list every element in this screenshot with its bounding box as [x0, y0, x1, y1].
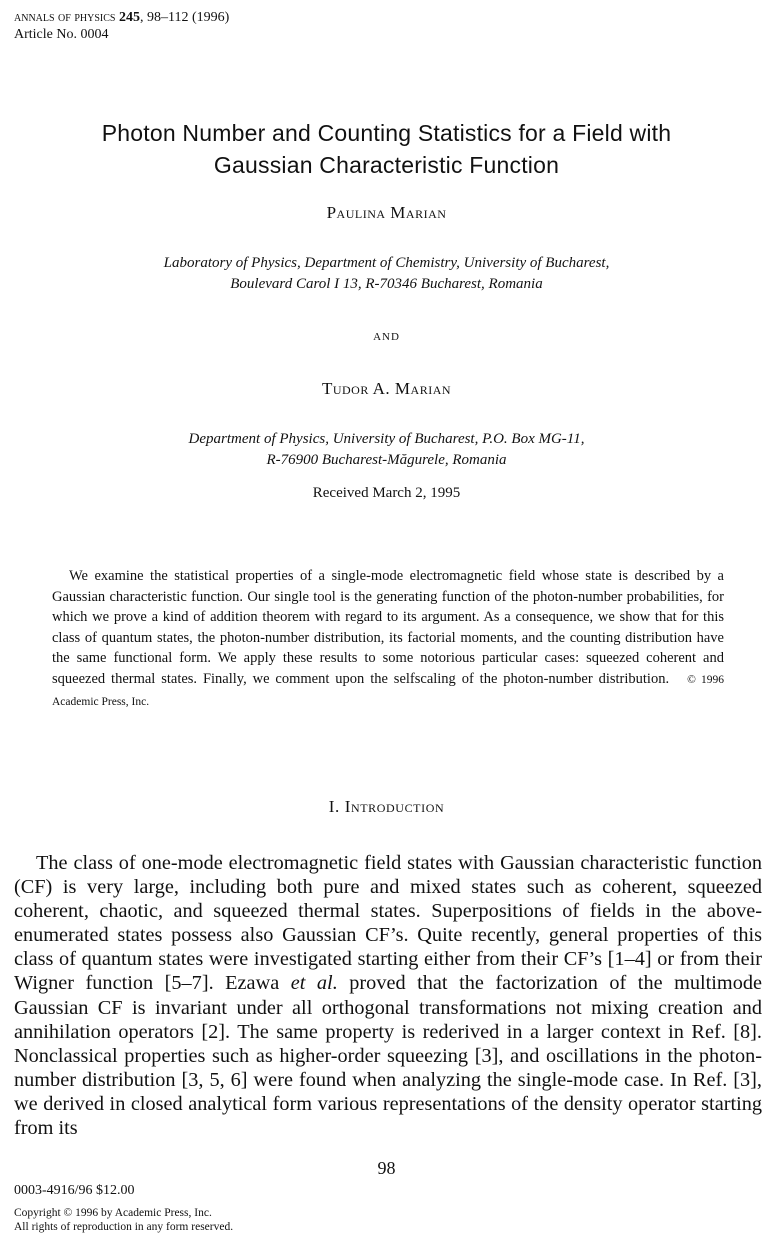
journal-volume: 245	[118, 10, 140, 25]
author-1-affiliation-line-1: Laboratory of Physics, Department of Chemistry, University of Bucharest,	[163, 255, 610, 271]
paper-title-line-1: Photon Number and Counting Statistics for a Field with	[101, 120, 672, 146]
author-1-name: Paulina Marian	[326, 203, 447, 222]
abstract-copyright: © 1996 Academic Press, Inc.	[52, 673, 724, 708]
footer-copyright-line-1: Copyright © 1996 by Academic Press, Inc.	[14, 1207, 212, 1219]
section-heading	[0, 797, 773, 817]
article-number: Article No. 0004	[14, 27, 109, 42]
section-number: I.	[328, 797, 340, 816]
author-1-affiliation-line-2: Boulevard Carol I 13, R-70346 Bucharest, Romania	[230, 276, 543, 292]
paper-title	[0, 117, 773, 181]
section-title: Introduction	[344, 797, 445, 816]
paper-title-line-2: Gaussian Characteristic Function	[213, 152, 560, 178]
author-2-affiliation	[0, 429, 773, 471]
journal-name: annals of physics	[14, 10, 116, 25]
footer-copyright-line-2: All rights of reproduction in any form reserved.	[14, 1221, 234, 1233]
issn-price: 0003-4916/96 $12.00	[14, 1183, 135, 1198]
paragraph-et-al: et al.	[290, 972, 338, 995]
journal-header	[14, 9, 229, 43]
journal-citation	[14, 9, 229, 26]
author-2-affiliation-line-1: Department of Physics, University of Bucharest, P.O. Box MG-11,	[188, 431, 585, 447]
introduction-paragraph	[14, 851, 762, 1140]
author-2-affiliation-line-2: R-76900 Bucharest-Măgurele, Romania	[266, 452, 507, 468]
abstract-text: We examine the statistical properties of a single-mode electromagnetic field whose state is described by a Gaussian characteristic function. Our single tool is the generating function of the photon-number probabilities, for which we prove a kind of addition theorem with regard to its argument. As a consequence, we show that for this class of quantum states, the photon-number distribution, its factorial moments, and the counting distribution have the same functional form. We apply these results to some notorious particular cases: squeezed coherent and squeezed thermal states. Finally, we comment upon the selfscaling of the photon-number distribution.	[52, 568, 724, 687]
journal-pages-year: , 98–112 (1996)	[139, 10, 230, 25]
paragraph-text-part-2: proved that the factorization of the multimode Gaussian CF is invariant under all orthogonal transformations not mixing creation and annihilation operators [2]. The same property is rederived in a larger context in Ref. [8]. Nonclassical properties such as higher-order squeezing [3], and oscillations in the photon-number distribution [3, 5, 6] were found when analyzing the single-mode case. In Ref. [3], we derived in closed analytical form various representations of the density operator starting from its	[14, 972, 762, 1140]
footer-copyright	[14, 1206, 233, 1234]
received-date: Received March 2, 1995	[312, 485, 461, 501]
page-number: 98	[377, 1158, 396, 1178]
author-1-affiliation	[0, 253, 773, 295]
and-separator: and	[373, 328, 400, 344]
paragraph-text-part-1: The class of one-mode electromagnetic field states with Gaussian characteristic function (CF) is very large, including both pure and mixed states such as coherent, squeezed coherent, chaotic, and squeezed thermal states. Superpositions of fields in the above-enumerated states possess also Gaussian CF’s. Quite recently, general properties of this class of quantum states were investigated starting either from their CF’s [1–4] or from their Wigner function [5–7]. Ezawa	[14, 852, 762, 995]
abstract	[52, 566, 724, 712]
author-2-name: Tudor A. Marian	[321, 379, 452, 398]
